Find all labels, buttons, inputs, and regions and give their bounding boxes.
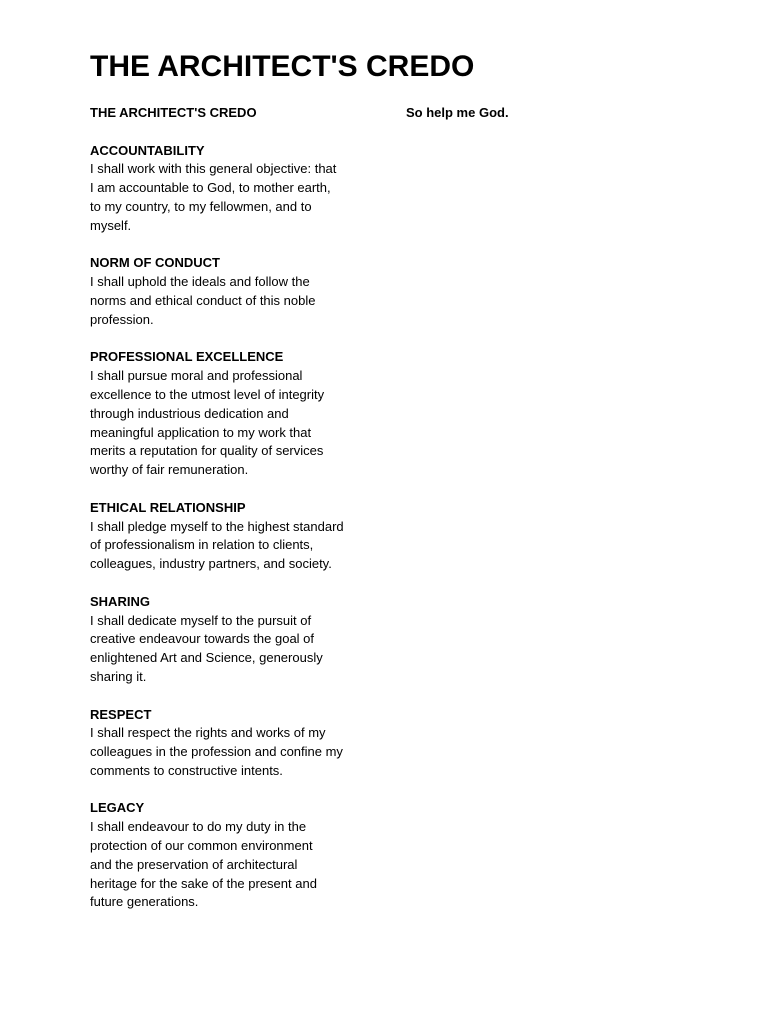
section-text-line: colleagues in the profession and confine my xyxy=(90,744,343,760)
section-text-line: I shall pursue moral and professional xyxy=(90,368,303,384)
section-text-line: and the preservation of architectural xyxy=(90,856,298,872)
section-text-line: I shall dedicate myself to the pursuit of xyxy=(90,612,312,628)
credo-section xyxy=(90,706,370,781)
section-text-line: of professionalism in relation to clients, xyxy=(90,537,314,553)
credo-section xyxy=(90,593,370,687)
section-heading: ETHICAL RELATIONSHIP xyxy=(90,499,246,515)
section-text-line: myself. xyxy=(90,217,132,233)
section-text-line: heritage for the sake of the present and xyxy=(90,875,317,891)
section-text-line: sharing it. xyxy=(90,668,147,684)
section-text-line: creative endeavour towards the goal of xyxy=(90,631,315,647)
section-text-line: I shall uphold the ideals and follow the xyxy=(90,274,310,290)
left-column xyxy=(90,104,370,931)
section-text-line: meaningful application to my work that xyxy=(90,424,312,440)
section-text-line: I shall respect the rights and works of my xyxy=(90,725,326,741)
section-text-line: I am accountable to God, to mother earth, xyxy=(90,180,331,196)
section-text-line: to my country, to my fellowmen, and to xyxy=(90,198,312,214)
credo-section xyxy=(90,142,370,236)
section-text-line: through industrious dedication and xyxy=(90,405,289,421)
credo-section xyxy=(90,254,370,329)
section-text-line: colleagues, industry partners, and society. xyxy=(90,556,332,572)
section-text-line: norms and ethical conduct of this noble xyxy=(90,292,316,308)
right-column xyxy=(406,104,706,123)
section-text-line: worthy of fair remuneration. xyxy=(90,462,249,478)
section-heading: SHARING xyxy=(90,593,150,609)
section-heading: NORM OF CONDUCT xyxy=(90,255,220,271)
credo-section xyxy=(90,499,370,574)
section-text-line: protection of our common environment xyxy=(90,838,313,854)
section-heading: LEGACY xyxy=(90,800,145,816)
section-heading: ACCOUNTABILITY xyxy=(90,142,205,158)
section-text-line: profession. xyxy=(90,311,154,327)
credo-section xyxy=(90,348,370,480)
credo-subtitle: THE ARCHITECT'S CREDO xyxy=(90,105,257,120)
section-text-line: enlightened Art and Science, generously xyxy=(90,650,323,666)
section-heading: RESPECT xyxy=(90,706,152,722)
section-text-line: excellence to the utmost level of integrity xyxy=(90,386,325,402)
section-text-line: I shall endeavour to do my duty in the xyxy=(90,819,307,835)
section-text-line: merits a reputation for quality of services xyxy=(90,443,324,459)
document-title: THE ARCHITECT'S CREDO xyxy=(90,50,475,83)
section-heading: PROFESSIONAL EXCELLENCE xyxy=(90,349,284,365)
closing-line: So help me God. xyxy=(406,105,509,120)
credo-sections xyxy=(90,142,370,913)
section-text-line: future generations. xyxy=(90,894,199,910)
section-text-line: I shall work with this general objective: that xyxy=(90,161,337,177)
credo-section xyxy=(90,799,370,912)
section-text-line: comments to constructive intents. xyxy=(90,762,283,778)
section-text-line: I shall pledge myself to the highest standard xyxy=(90,518,344,534)
